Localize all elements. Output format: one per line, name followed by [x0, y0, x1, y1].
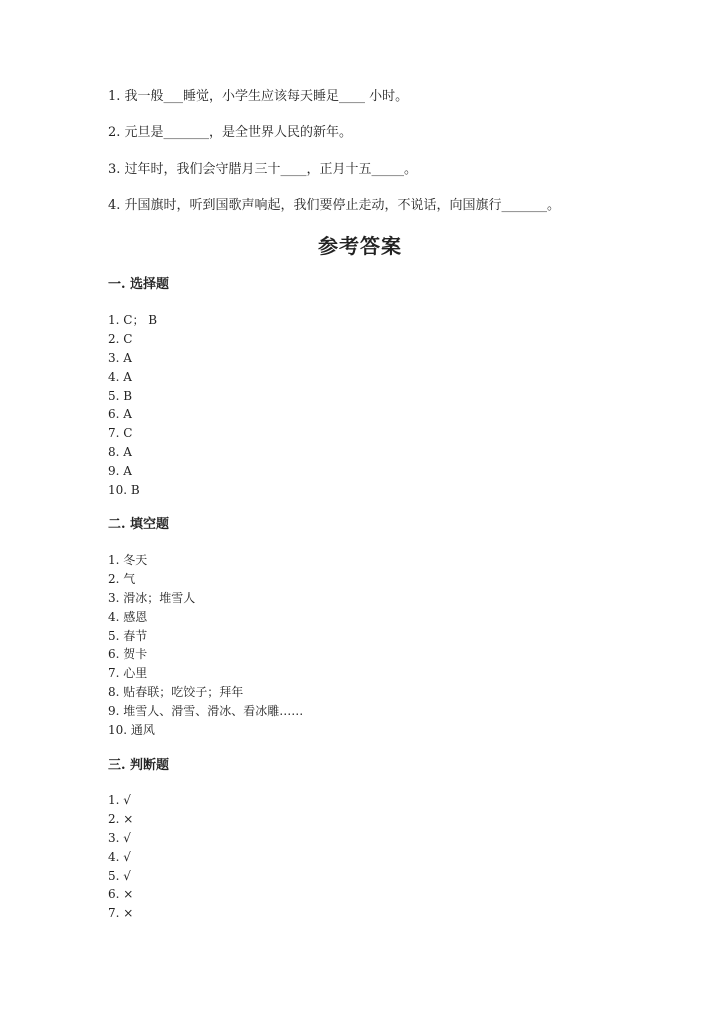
list-item: 2. C: [108, 331, 133, 346]
list-item: 9. A: [108, 464, 132, 479]
list-item: 4. √: [108, 849, 131, 864]
list-item: 5. B: [108, 388, 133, 403]
list-item: 2. ×: [108, 811, 134, 826]
list-item: 2. 气: [108, 571, 136, 586]
choice-answer-list: [108, 311, 157, 500]
answer-key-title: 参考答案: [318, 234, 402, 258]
list-item: 10. B: [108, 483, 140, 498]
list-item: 4. 感恩: [108, 609, 148, 624]
list-item: 8. A: [108, 445, 132, 460]
question-1: 1. 我一般___睡觉，小学生应该每天睡足____ 小时。: [108, 89, 409, 104]
judge-answer-list: [108, 791, 133, 923]
list-item: 5. √: [108, 868, 131, 883]
list-item: 7. ×: [108, 906, 134, 921]
list-item: 5. 春节: [108, 628, 148, 643]
fill-answer-list: [108, 551, 303, 740]
list-item: 3. 滑冰；堆雪人: [108, 590, 196, 605]
list-item: 8. 贴春联；吃饺子；拜年: [108, 685, 244, 700]
list-item: 3. A: [108, 350, 132, 365]
list-item: 10. 通风: [108, 723, 155, 738]
list-item: 7. C: [108, 426, 133, 441]
list-item: 1. √: [108, 793, 131, 807]
list-item: 7. 心里: [108, 666, 148, 681]
question-3: 3. 过年时，我们会守腊月三十____，正月十五_____。: [108, 162, 418, 177]
question-2: 2. 元旦是_______，是全世界人民的新年。: [108, 125, 353, 140]
list-item: 3. √: [108, 830, 131, 845]
list-item: 6. A: [108, 407, 132, 422]
section-heading-choice: 一. 选择题: [108, 277, 170, 292]
question-4: 4. 升国旗时，听到国歌声响起，我们要停止走动，不说话，向国旗行_______。: [108, 198, 561, 213]
list-item: 1. 冬天: [108, 553, 148, 567]
list-item: 4. A: [108, 369, 132, 384]
section-heading-fill: 二. 填空题: [108, 517, 170, 532]
list-item: 6. ×: [108, 887, 134, 902]
list-item: 1. C； B: [108, 313, 158, 327]
section-heading-judge: 三. 判断题: [108, 758, 170, 773]
list-item: 6. 贺卡: [108, 647, 148, 662]
list-item: 9. 堆雪人、滑雪、滑冰、看冰雕……: [108, 704, 304, 719]
